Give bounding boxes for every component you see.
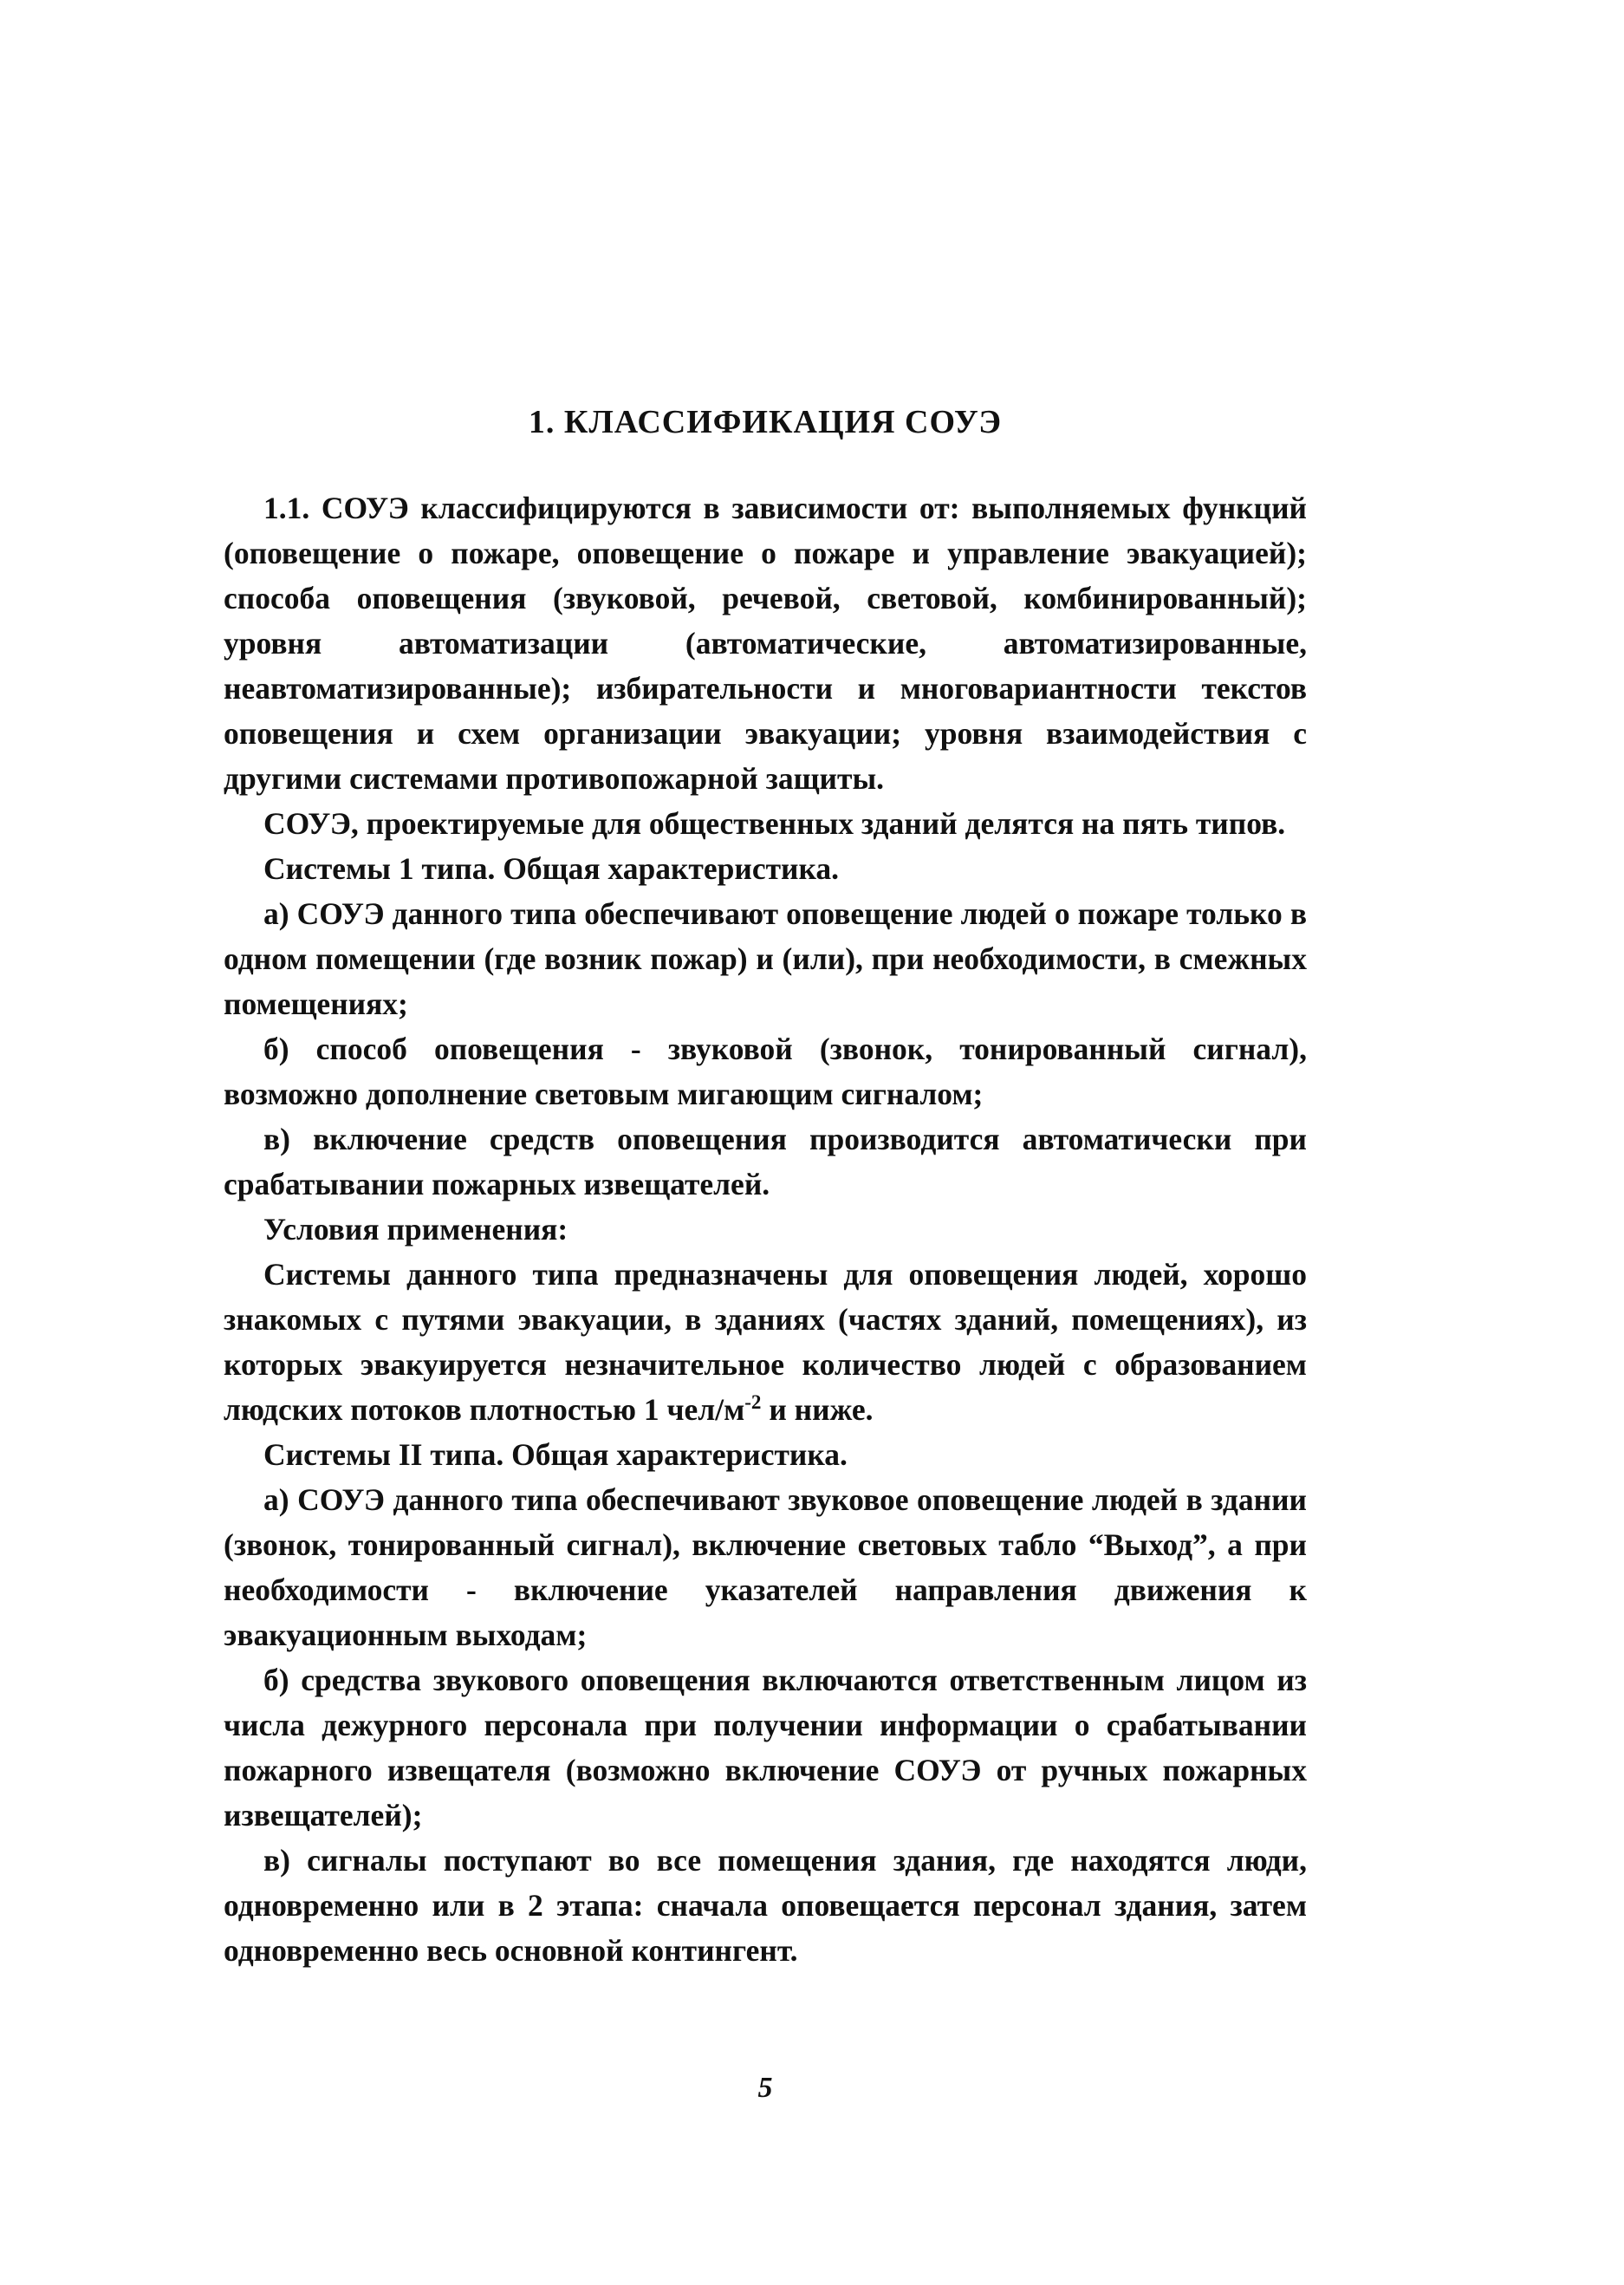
section-title: 1. КЛАССИФИКАЦИЯ СОУЭ: [528, 404, 1003, 440]
paragraph-type-2-c: в) сигналы поступают во все помещения здания, где находятся люди, одновременно или в 2 этапа: сначала оповещается персонал здания, затем одновременно весь основной контингент.: [224, 1843, 1307, 1968]
paragraph-type-1-b: б) способ оповещения - звуковой (звонок, тонированный сигнал), возможно дополнение световым мигающим сигналом;: [224, 1032, 1307, 1111]
paragraph-type-2-a: а) СОУЭ данного типа обеспечивают звуковое оповещение людей в здании (звонок, тонированный сигнал), включение световых табло “Выход”, а при необходимости - включение указателей направления движения к эвакуационным выходам;: [224, 1482, 1307, 1652]
paragraph-type-1-a: а) СОУЭ данного типа обеспечивают оповещение людей о пожаре только в одном помещении (где возник пожар) и (или), при необходимости, в смежных помещениях;: [224, 896, 1307, 1021]
paragraph-conditions-tail: и ниже.: [761, 1392, 874, 1427]
paragraph-type-1-c: в) включение средств оповещения производится автоматически при срабатывании пожарных извещателей.: [224, 1122, 1307, 1201]
document-page: [224, 0, 1307, 2285]
page-number: 5: [757, 2072, 773, 2104]
paragraph-types-intro: СОУЭ, проектируемые для общественных зданий делятся на пять типов.: [263, 806, 1286, 841]
heading-type-1: Системы 1 типа. Общая характеристика.: [263, 851, 840, 886]
density-exponent: -2: [744, 1390, 762, 1414]
paragraph-1-1: 1.1. СОУЭ классифицируются в зависимости от: выполняемых функций (оповещение о пожаре, оповещение о пожаре и управление эвакуацией); способа оповещения (звуковой, речевой, световой, комбинированный); уровня автоматизации (автоматические, автоматизированные, неавтоматизированные); избирательности и многовариантности текстов оповещения и схем организации эвакуации; уровня взаимодействия с другими системами противопожарной защиты.: [224, 491, 1307, 796]
heading-type-2: Системы II типа. Общая характеристика.: [263, 1437, 848, 1472]
body-text: [224, 485, 1307, 1973]
paragraph-type-2-b: б) средства звукового оповещения включаются ответственным лицом из числа дежурного персонала при получении информации о срабатывании пожарного извещателя (возможно включение СОУЭ от ручных пожарных извещателей);: [224, 1663, 1307, 1833]
paragraph-conditions: [224, 1252, 1307, 1432]
heading-conditions: Условия применения:: [263, 1212, 568, 1247]
paragraph-conditions-main: Системы данного типа предназначены для оповещения людей, хорошо знакомых с путями эвакуации, в зданиях (частях зданий, помещениях), из которых эвакуируется незначительное количество людей с образованием людских потоков плотностью 1 чел/м: [224, 1257, 1307, 1427]
